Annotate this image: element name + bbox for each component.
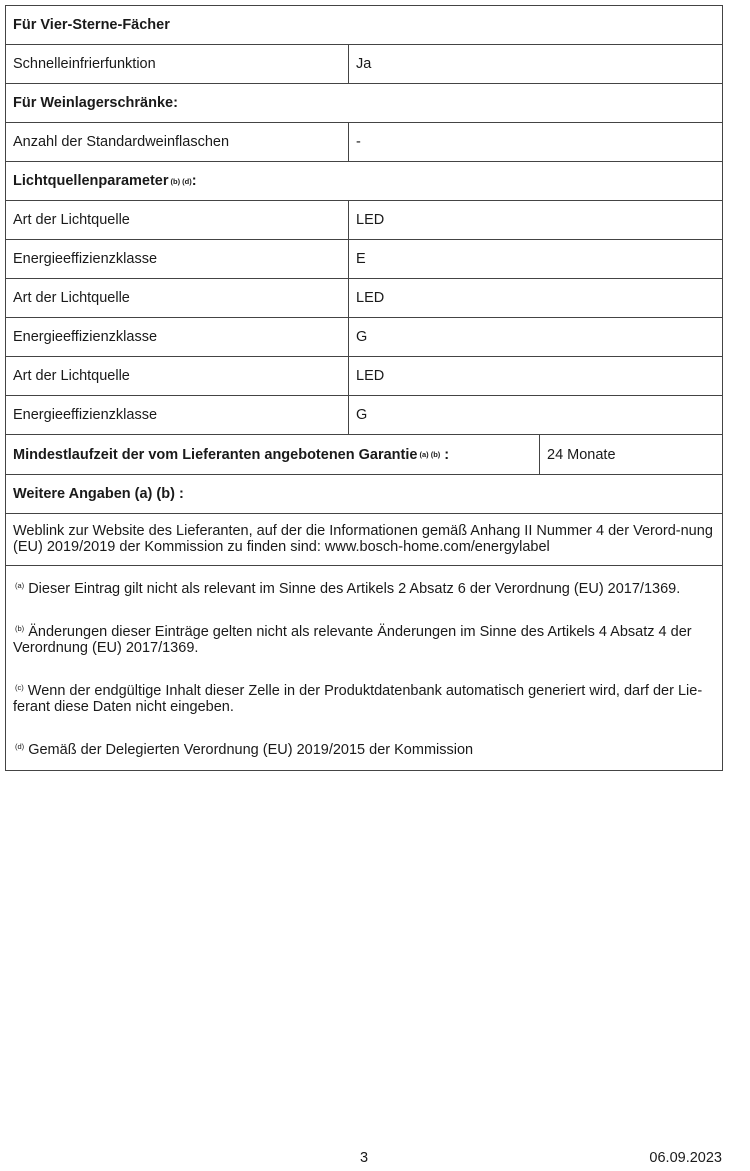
- footer-date: 06.09.2023: [649, 1150, 722, 1166]
- footnote-marker: (b): [15, 624, 25, 633]
- footnote-marker: (c): [15, 683, 24, 692]
- footnotes: [6, 566, 722, 771]
- footnote-marker: (a): [15, 581, 25, 590]
- row-value: LED: [356, 368, 385, 384]
- heading-text: Lichtquellenparameter: [13, 173, 169, 189]
- heading-text: Für Vier-Sterne-Fächer: [13, 17, 170, 33]
- warranty-row: [6, 435, 722, 475]
- footnote-marker: (d): [15, 742, 25, 751]
- section-heading-light: [6, 162, 722, 201]
- table-row: [6, 357, 722, 396]
- row-label: Energieeffizienzklasse: [6, 240, 349, 278]
- row-label: Art der Lichtquelle: [6, 357, 349, 395]
- footnote-text: Wenn der endgültige Inhalt dieser Zelle in der Produktdatenbank automatisch generiert wird, darf der Lie-ferant diese Daten nicht eingeben.: [13, 683, 703, 715]
- footnote-text: Änderungen dieser Einträge gelten nicht als relevante Änderungen im Sinne des Artikels 4 Absatz 4 der Verordnung (EU) 2017/1369.: [13, 624, 692, 656]
- row-label: Energieeffizienzklasse: [6, 396, 349, 434]
- weblink-text: Weblink zur Website des Lieferanten, auf der die Informationen gemäß Anhang II Nummer 4 der Verord-nung (EU) 2019/2019 der Kommission zu finden sind: www.bosch-home.com/energylabel: [13, 523, 713, 555]
- row-label: Art der Lichtquelle: [6, 201, 349, 239]
- table-row: [6, 240, 722, 279]
- heading-cell: [6, 162, 722, 200]
- footnote-ref: (a) (b): [419, 450, 441, 459]
- heading-text: Für Weinlagerschränke:: [13, 95, 178, 111]
- warranty-label: [6, 435, 540, 474]
- row-value: Ja: [356, 56, 372, 72]
- row-label: Art der Lichtquelle: [6, 279, 349, 317]
- warranty-label-text: Mindestlaufzeit der vom Lieferanten angebotenen Garantie: [13, 446, 418, 463]
- footnote-text: Dieser Eintrag gilt nicht als relevant im Sinne des Artikels 2 Absatz 6 der Verordnung (EU) 2017/1369.: [28, 581, 681, 597]
- row-value: LED: [356, 212, 385, 228]
- row-value: LED: [356, 290, 385, 306]
- row-value: -: [356, 134, 361, 150]
- row-value: G: [356, 329, 368, 345]
- table-row: [6, 45, 722, 84]
- footnote-a: [13, 578, 715, 597]
- footnote-b: [13, 621, 715, 656]
- footnote-text: Gemäß der Delegierten Verordnung (EU) 2019/2015 der Kommission: [28, 742, 474, 758]
- table-row: [6, 279, 722, 318]
- row-value: G: [356, 407, 368, 423]
- label-suffix: :: [444, 446, 450, 463]
- heading-suffix: :: [191, 173, 197, 189]
- weblink-row: [6, 514, 722, 566]
- section-heading-wine: [6, 84, 722, 123]
- section-heading-more: [6, 475, 722, 514]
- table-row: [6, 201, 722, 240]
- footnote-d: [13, 739, 715, 758]
- table-row: [6, 123, 722, 162]
- page-number: 3: [360, 1150, 369, 1166]
- table-row: [6, 396, 722, 435]
- footnote-ref: (b) (d): [170, 176, 192, 186]
- row-label: Energieeffizienzklasse: [6, 318, 349, 356]
- footnote-c: [13, 680, 715, 715]
- section-heading-four-star: [6, 6, 722, 45]
- warranty-value: 24 Monate: [547, 446, 616, 463]
- row-label: Anzahl der Standardweinflaschen: [6, 123, 349, 161]
- product-info-table: [5, 5, 723, 771]
- row-label: Schnelleinfrierfunktion: [6, 45, 349, 83]
- table-row: [6, 318, 722, 357]
- heading-text: Weitere Angaben (a) (b) :: [13, 486, 184, 502]
- row-value: E: [356, 251, 366, 267]
